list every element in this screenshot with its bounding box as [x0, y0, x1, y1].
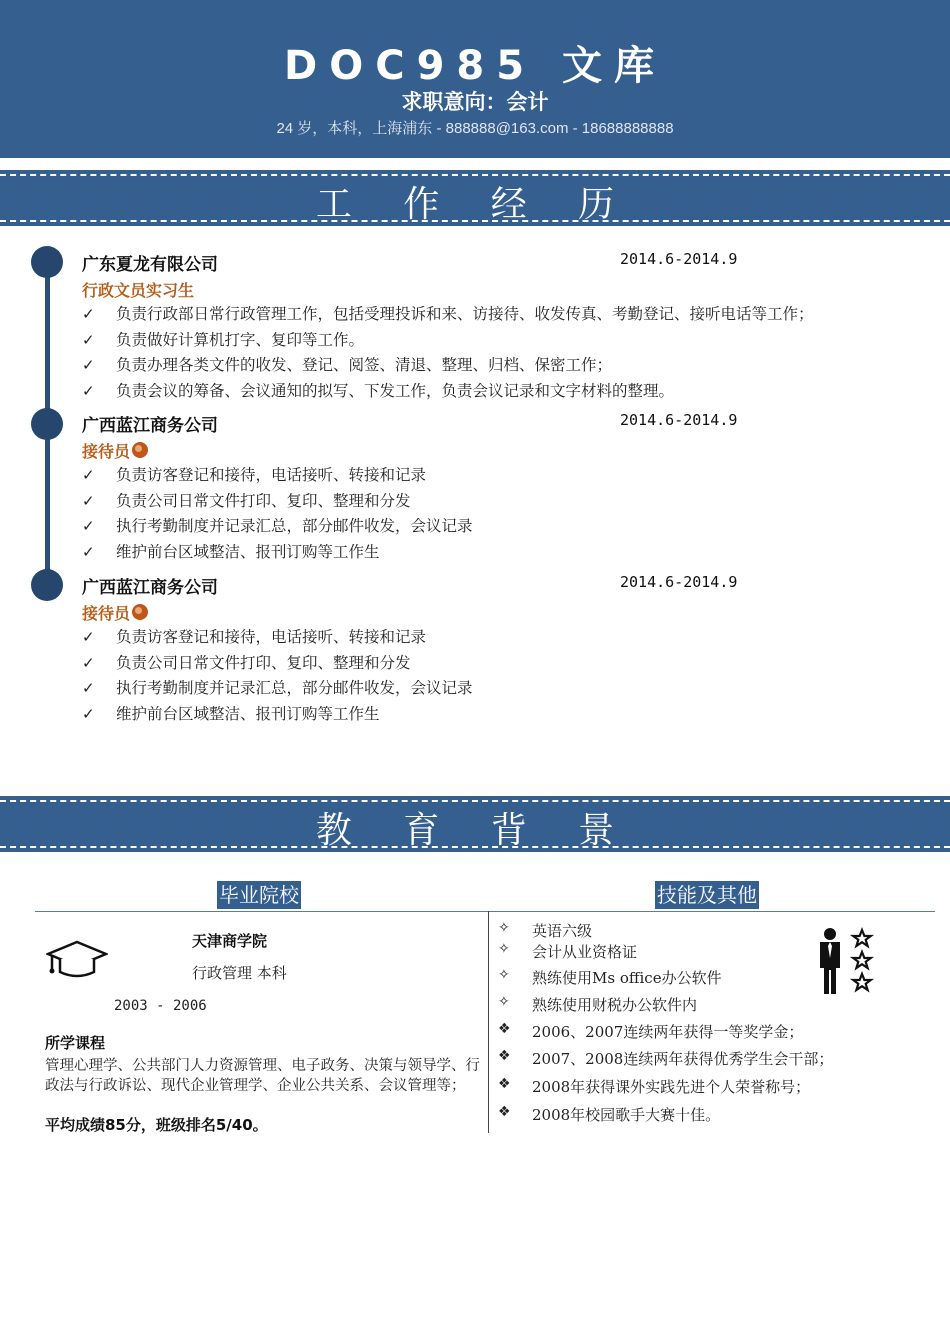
skill-text: 熟练使用Ms office办公软件 [532, 969, 722, 987]
check-icon: ✓ [82, 679, 95, 697]
major: 行政管理 本科 [192, 964, 287, 982]
duty-item [82, 353, 922, 379]
duty-text: 执行考勤制度并记录汇总，部分邮件收发，会议记录 [116, 517, 473, 535]
contact-line: 24 岁，本科，上海浦东 - 888888@163.com - 18688888888 [276, 120, 674, 137]
diamond-star-bullet-icon: ✧ [498, 941, 510, 957]
duty-text: 负责办理各类文件的收发、登记、阅签、清退、整理、归档、保密工作； [116, 356, 613, 374]
work-section-band [0, 170, 950, 226]
education-section-title: 教 育 背 景 [315, 810, 635, 851]
diamond-star-bullet-icon: ✧ [498, 994, 510, 1010]
courses-label: 所学课程 [45, 1034, 106, 1052]
job-role-label: 接待员 [82, 603, 131, 623]
job-date: 2014.6-2014.9 [620, 573, 738, 591]
grade-summary: 平均成绩85分，班级排名5/40。 [45, 1116, 268, 1134]
job-entry [82, 250, 922, 404]
job-objective: 求职意向：会计 [401, 90, 549, 114]
study-years: 2003 - 2006 [114, 998, 207, 1014]
duty-text: 负责公司日常文件打印、复印、整理和分发 [116, 491, 411, 510]
job-role [82, 276, 922, 302]
timeline-dot [31, 569, 63, 601]
duty-text: 负责公司日常文件打印、复印、整理和分发 [116, 653, 411, 672]
company-name: 广西蓝江商务公司 [82, 416, 218, 436]
company-name: 广东夏龙有限公司 [82, 255, 218, 275]
check-icon: ✓ [82, 542, 95, 561]
timeline-dot [31, 408, 63, 440]
skill-item [498, 994, 928, 1021]
timeline-dot [31, 246, 63, 278]
skill-text: 会计从业资格证 [532, 943, 638, 961]
duty-item [82, 625, 922, 651]
diamond-star-bullet-icon: ❖ [498, 1021, 511, 1037]
duty-text: 执行考勤制度并记录汇总，部分邮件收发，会议记录 [116, 679, 473, 697]
check-icon: ✓ [82, 305, 95, 323]
check-icon: ✓ [82, 330, 95, 349]
divider-line [35, 911, 935, 912]
duty-item [82, 379, 922, 405]
check-icon: ✓ [82, 466, 95, 484]
courses-list: 管理心理学、公共部门人力资源管理、电子政务、决策与领导学、行政法与行政诉讼、现代企业管理学、企业公共关系、会议管理等； [45, 1058, 480, 1094]
skill-text: 2007、2008连续两年获得优秀学生会干部； [532, 1050, 834, 1068]
job-entry [82, 411, 922, 565]
duty-text: 负责做好计算机打字、复印等工作。 [116, 330, 365, 349]
check-icon: ✓ [82, 381, 95, 400]
skill-item [498, 1104, 928, 1132]
duty-item [82, 514, 922, 540]
work-section-title: 工 作 经 历 [315, 184, 635, 225]
school-heading: 毕业院校 [219, 883, 299, 907]
job-role [82, 599, 922, 625]
job-role-label: 行政文员实习生 [82, 280, 195, 300]
skill-text: 英语六级 [532, 922, 593, 940]
skill-text: 熟练使用财税办公软件内 [532, 996, 698, 1014]
skill-item [498, 1048, 928, 1076]
skill-text: 2008年校园歌手大赛十佳。 [532, 1106, 721, 1124]
job-entry [82, 573, 922, 727]
job-date: 2014.6-2014.9 [620, 250, 738, 268]
duty-text: 负责访客登记和接待，电话接听、转接和记录 [116, 466, 427, 484]
check-icon: ✓ [82, 628, 95, 646]
check-icon: ✓ [82, 517, 95, 535]
check-icon: ✓ [82, 653, 95, 672]
skill-text: 2006、2007连续两年获得一等奖学金； [532, 1023, 804, 1041]
column-divider [488, 911, 489, 1133]
diamond-star-bullet-icon: ❖ [498, 1076, 511, 1092]
diamond-star-bullet-icon: ✧ [498, 920, 510, 936]
diamond-star-bullet-icon: ❖ [498, 1104, 511, 1120]
skill-item [498, 1076, 928, 1104]
duty-text: 维护前台区域整洁、报刊订购等工作生 [116, 542, 380, 561]
job-role [82, 437, 922, 463]
job-role-label: 接待员 [82, 441, 131, 461]
resume-name: DOC985 文库 [284, 43, 666, 89]
duty-item [82, 702, 922, 728]
resume-header [0, 0, 950, 158]
duty-text: 维护前台区域整洁、报刊订购等工作生 [116, 704, 380, 723]
skill-item [498, 1021, 928, 1048]
duty-item [82, 540, 922, 566]
school-name: 天津商学院 [192, 932, 268, 950]
check-icon: ✓ [82, 356, 95, 374]
duty-item [82, 676, 922, 702]
check-icon: ✓ [82, 704, 95, 723]
globe-icon [132, 442, 148, 458]
diamond-star-bullet-icon: ❖ [498, 1048, 511, 1064]
skill-text: 2008年获得课外实践先进个人荣誉称号； [532, 1078, 811, 1096]
education-section-band [0, 796, 950, 852]
duty-item [82, 328, 922, 354]
check-icon: ✓ [82, 491, 95, 510]
company-name: 广西蓝江商务公司 [82, 578, 218, 598]
person-stars-icon [814, 926, 878, 996]
duty-item [82, 489, 922, 515]
skills-heading: 技能及其他 [657, 883, 757, 907]
duty-text: 负责会议的筹备、会议通知的拟写、下发工作，负责会议记录和文字材料的整理。 [116, 381, 675, 400]
duty-item [82, 302, 922, 328]
diamond-star-bullet-icon: ✧ [498, 967, 510, 983]
duty-item [82, 651, 922, 677]
graduation-cap-icon [46, 940, 108, 980]
globe-icon [132, 604, 148, 620]
duty-text: 负责访客登记和接待，电话接听、转接和记录 [116, 628, 427, 646]
job-date: 2014.6-2014.9 [620, 411, 738, 429]
duty-item [82, 463, 922, 489]
duty-text: 负责行政部日常行政管理工作，包括受理投诉和来、访接待、收发传真、考勤登记、接听电话等工作； [116, 305, 814, 323]
